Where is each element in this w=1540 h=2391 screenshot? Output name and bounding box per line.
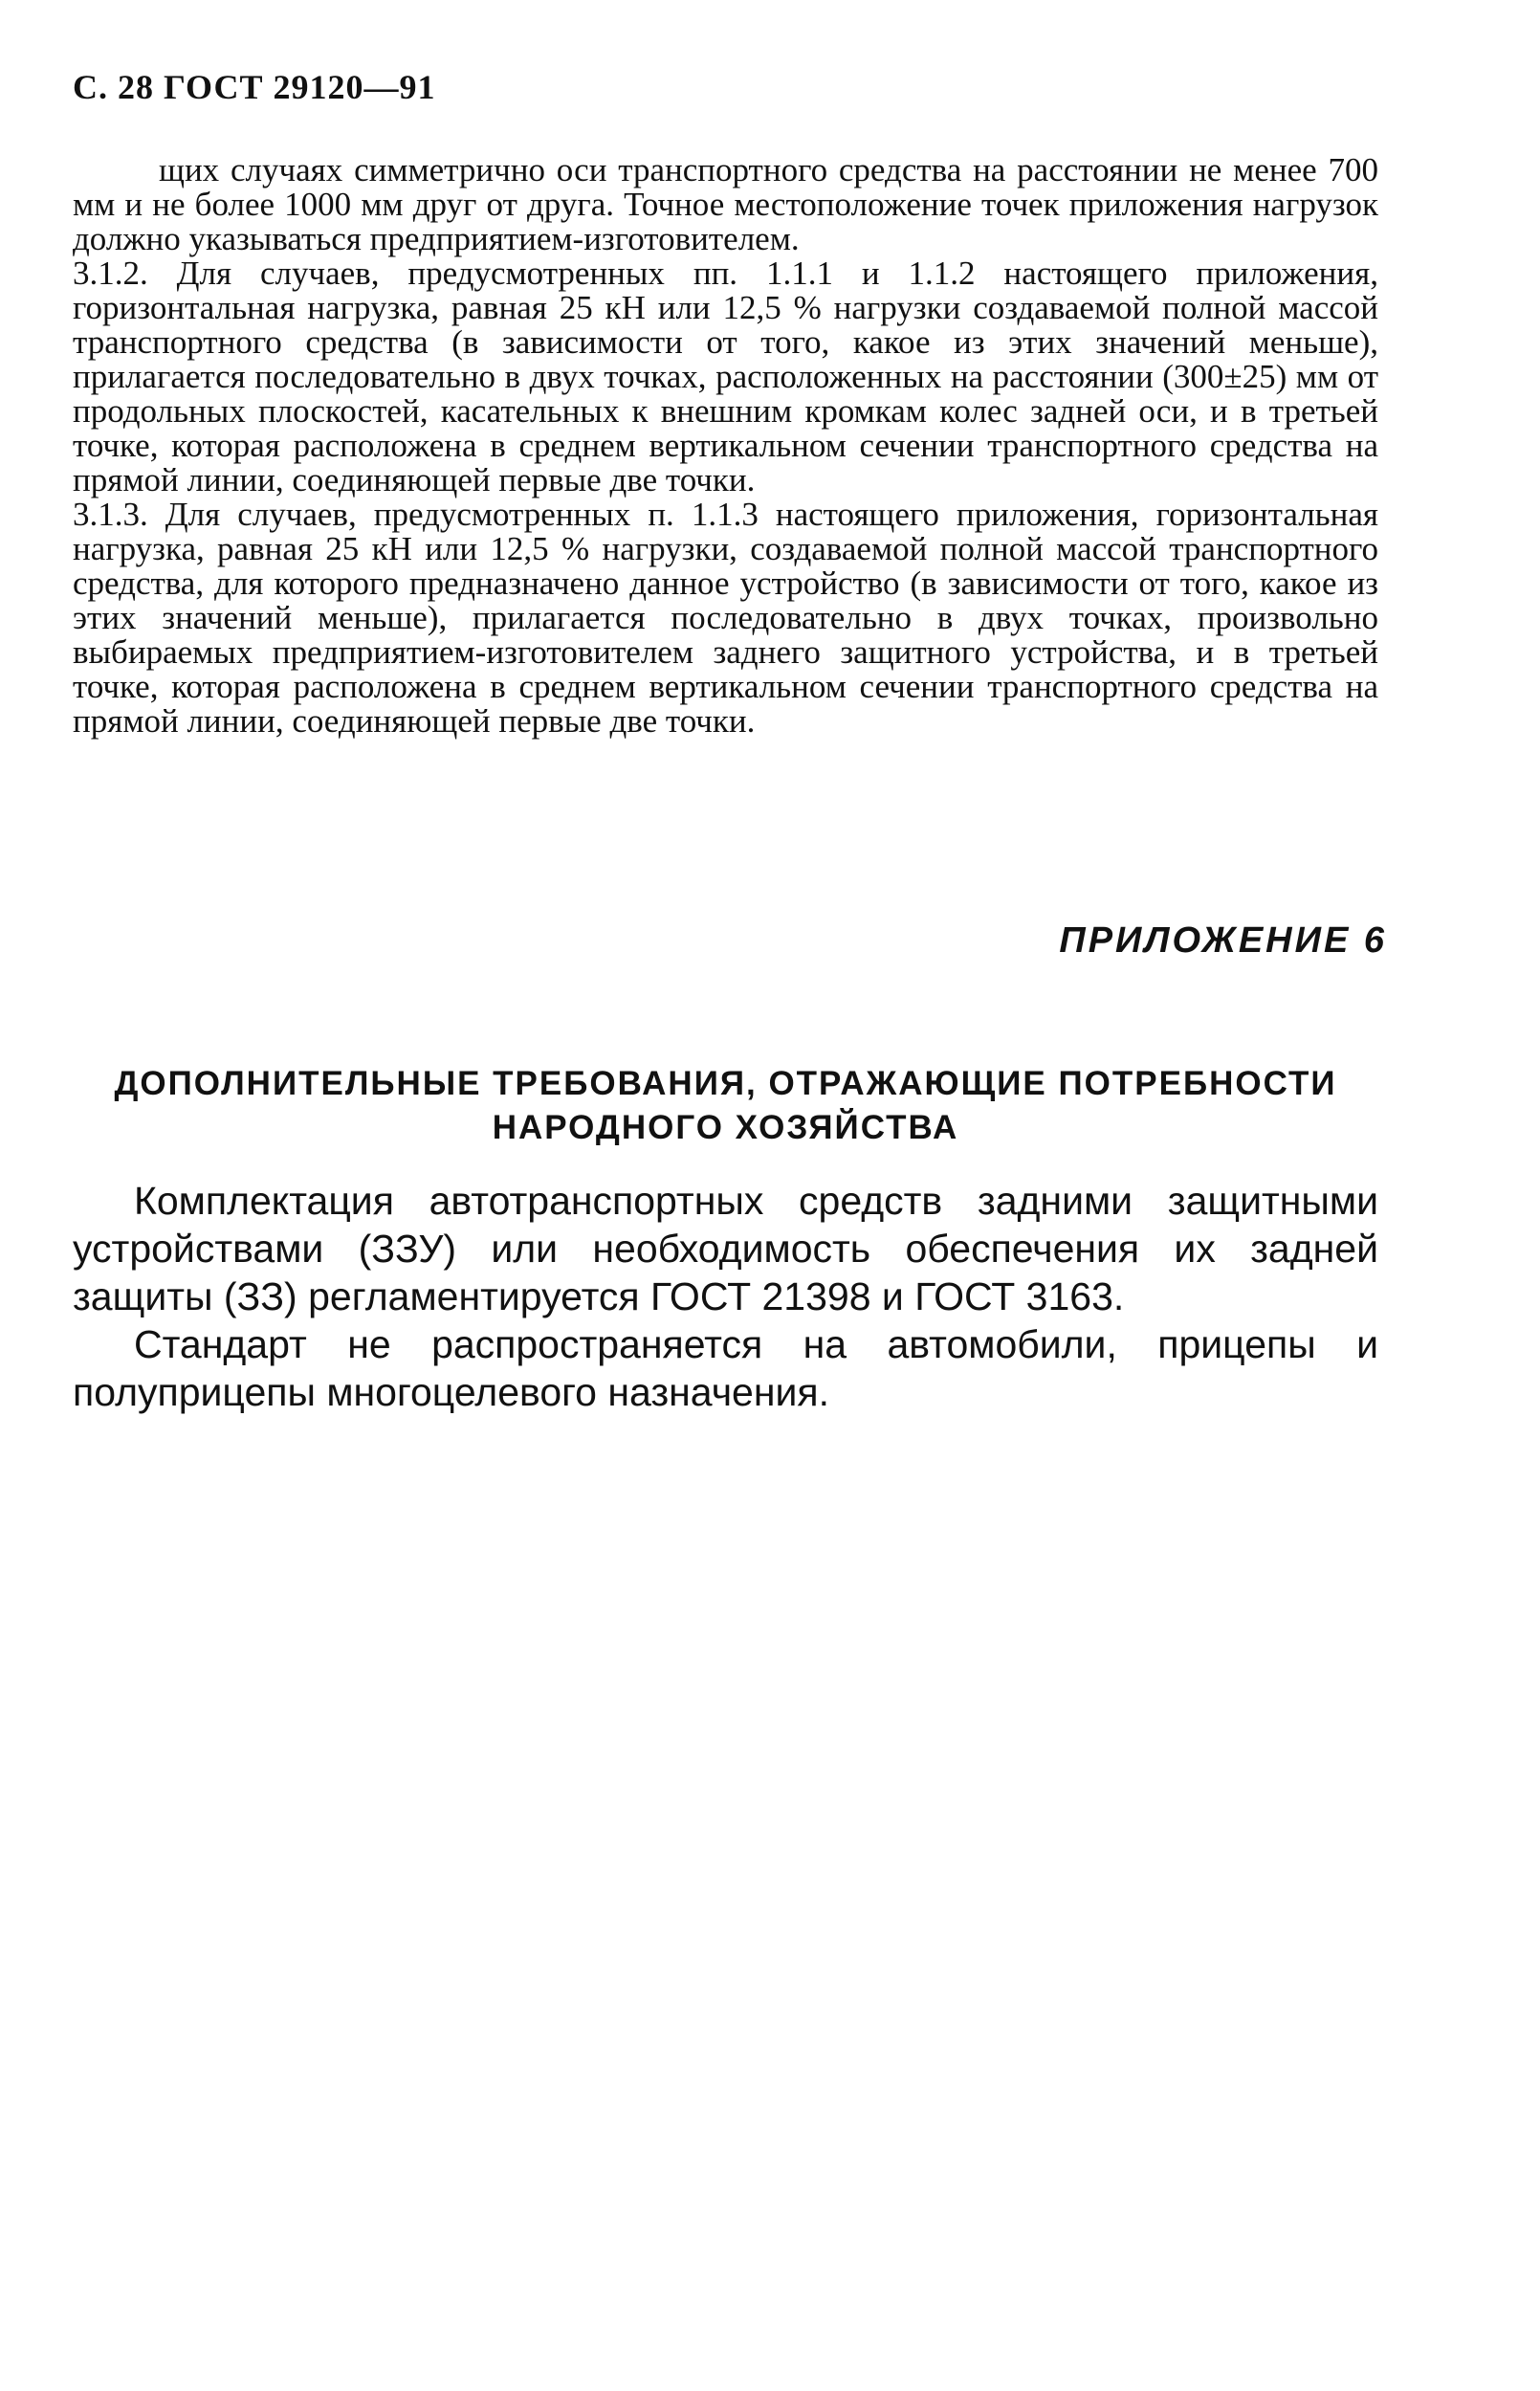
clause-continuation: щих случаях симметрично оси транспортного средства на расстоянии не менее 700 мм и не более 1000 мм друг от друга. Точное местоположение точек приложения нагрузок должно указываться предприятием-изготовителем.	[73, 151, 1378, 257]
appendix-title-line-2: НАРОДНОГО ХОЗЯЙСТВА	[492, 1109, 959, 1146]
appendix-paragraph-2: Стандарт не распространяется на автомобили, прицепы и полуприцепы многоцелевого назначения.	[73, 1322, 1378, 1414]
appendix-body	[73, 1177, 1378, 1416]
clauses-block	[73, 153, 1378, 739]
clause-3-1-2: 3.1.2. Для случаев, предусмотренных пп. 1.1.1 и 1.1.2 настоящего приложения, горизонтальная нагрузка, равная 25 кН или 12,5 % нагрузки создаваемой полной массой транспортного средства (в зависимости от того, какое из этих значений меньше), прилагается последовательно в двух точках, расположенных на расстоянии (300±25) мм от продольных плоскостей, касательных к внешним кромкам колес задней оси, и в третьей точке, которая расположена в среднем вертикальном сечении транспортного средства на прямой линии, соединяющей первые две точки.	[73, 255, 1378, 498]
appendix-paragraph-1: Комплектация автотранспортных средств задними защитными устройствами (ЗЗУ) или необходимость обеспечения их задней защиты (ЗЗ) регламентируется ГОСТ 21398 и ГОСТ 3163.	[73, 1179, 1378, 1318]
clause-3-1-3: 3.1.3. Для случаев, предусмотренных п. 1.1.3 настоящего приложения, горизонтальная нагрузка, равная 25 кН или 12,5 % нагрузки, создаваемой полной массой транспортного средства, для которого предназначено данное устройство (в зависимости от того, какое из этих значений меньше), прилагается последовательно в двух точках, произвольно выбираемых предприятием-изготовителем заднего защитного устройства, и в третьей точке, которая расположена в среднем вертикальном сечении транспортного средства на прямой линии, соединяющей первые две точки.	[73, 496, 1378, 740]
page-header: С. 28 ГОСТ 29120—91	[73, 68, 436, 106]
appendix-title	[73, 1062, 1378, 1150]
appendix-title-line-1: ДОПОЛНИТЕЛЬНЫЕ ТРЕБОВАНИЯ, ОТРАЖАЮЩИЕ ПОТРЕБНОСТИ	[114, 1065, 1337, 1102]
appendix-label: ПРИЛОЖЕНИЕ 6	[1059, 920, 1387, 961]
